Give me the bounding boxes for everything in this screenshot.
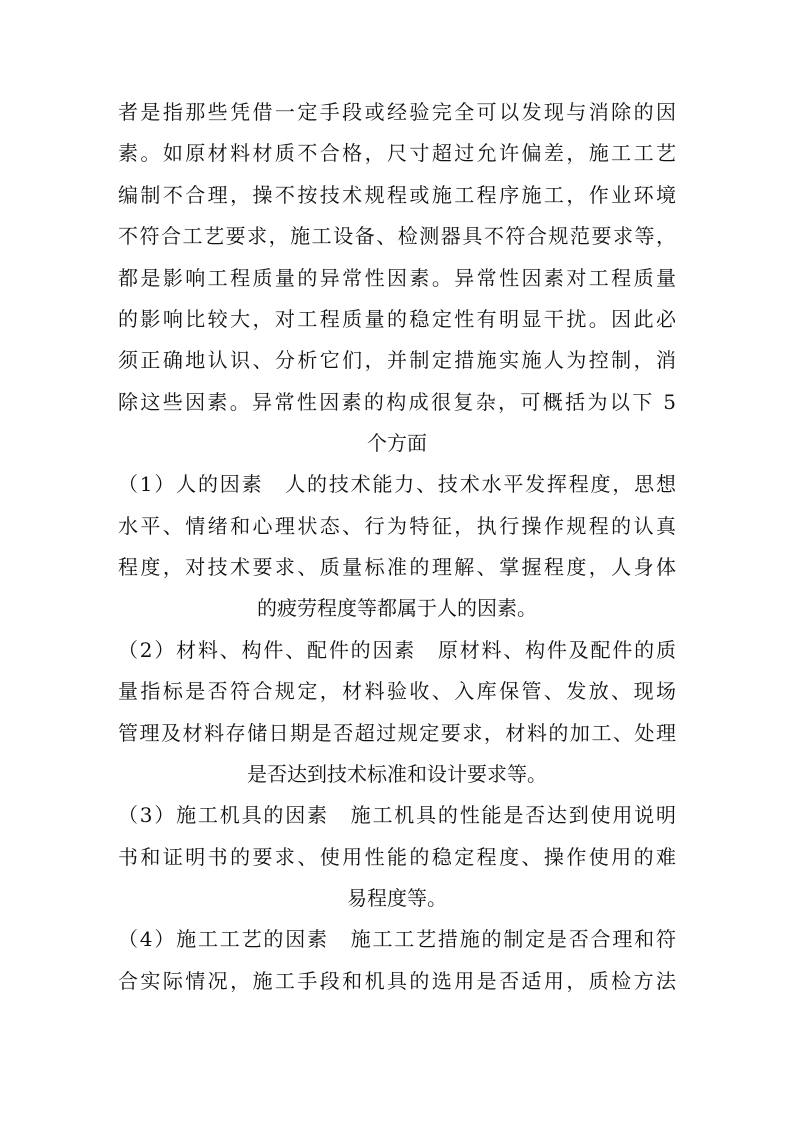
text-line: 都是影响工程质量的异常性因素。异常性因素对工程质量 bbox=[118, 266, 676, 290]
text-line: 的疲劳程度等都属于人的因素。 bbox=[257, 596, 537, 620]
text-line: （3）施工机具的因素 施工机具的性能是否达到使用说明 bbox=[118, 803, 676, 827]
text-line: 量指标是否符合规定，材料验收、入库保管、发放、现场 bbox=[118, 679, 676, 703]
text-line: （2）材料、构件、配件的因素 原材料、构件及配件的质 bbox=[118, 638, 676, 662]
text-line: 合实际情况，施工手段和机具的选用是否适用，质检方法 bbox=[118, 969, 676, 993]
text-line: 素。如原材料材质不合格，尺寸超过允许偏差，施工工艺 bbox=[118, 141, 676, 165]
text-line: （1）人的因素 人的技术能力、技术水平发挥程度，思想 bbox=[118, 472, 676, 496]
text-line: 除这些因素。异常性因素的构成很复杂，可概括为以下 5 bbox=[118, 390, 676, 414]
text-line: 易程度等。 bbox=[347, 886, 447, 910]
text-line: 是否达到技术标准和设计要求等。 bbox=[247, 762, 547, 786]
text-line: 管理及材料存储日期是否超过规定要求，材料的加工、处理 bbox=[118, 721, 676, 745]
text-line: 水平、情绪和心理状态、行为特征，执行操作规程的认真 bbox=[118, 514, 676, 538]
text-line: 者是指那些凭借一定手段或经验完全可以发现与消除的因 bbox=[118, 100, 676, 124]
text-line: 的影响比较大，对工程质量的稳定性有明显干扰。因此必 bbox=[118, 307, 676, 331]
text-line: 须正确地认识、分析它们，并制定措施实施人为控制，消 bbox=[118, 348, 676, 372]
text-line: 程度，对技术要求、质量标准的理解、掌握程度，人身体 bbox=[118, 555, 676, 579]
text-line: 个方面 bbox=[367, 431, 427, 455]
text-line: （4）施工工艺的因素 施工工艺措施的制定是否合理和符 bbox=[118, 927, 676, 951]
text-line: 编制不合理，操不按技术规程或施工程序施工，作业环境 bbox=[118, 183, 676, 207]
text-line: 不符合工艺要求，施工设备、检测器具不符合规范要求等， bbox=[118, 224, 676, 248]
text-line: 书和证明书的要求、使用性能的稳定程度、操作使用的难 bbox=[118, 845, 676, 869]
